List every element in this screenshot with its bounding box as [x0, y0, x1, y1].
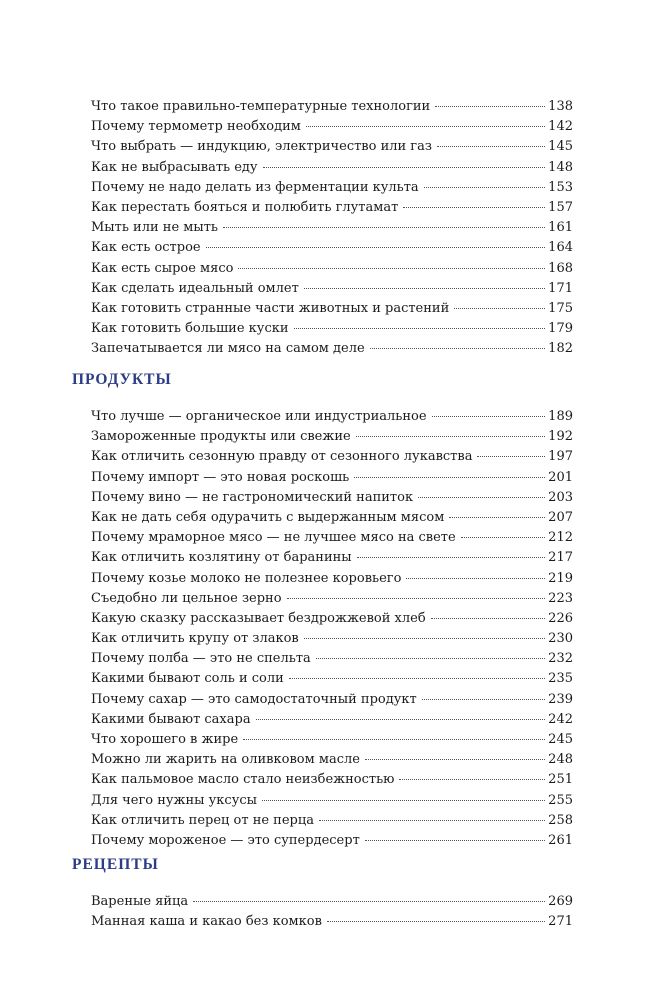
- dot-leader: [477, 456, 545, 457]
- toc-entry-page-number: 219: [548, 570, 573, 586]
- toc-entry-page-number: 230: [548, 631, 573, 647]
- toc-entry-page-number: 261: [548, 832, 573, 848]
- toc-entry[interactable]: [91, 299, 573, 319]
- toc-entry[interactable]: [91, 831, 573, 851]
- dot-leader: [424, 187, 545, 188]
- dot-leader: [418, 497, 545, 498]
- dot-leader: [193, 901, 545, 902]
- toc-section-recipes: [0, 853, 667, 932]
- toc-section-products: [0, 368, 667, 851]
- toc-entry-page-number: 203: [548, 489, 573, 505]
- toc-entry-title: Что лучше — органическое или индустриальное: [91, 409, 427, 424]
- toc-entry[interactable]: [91, 319, 573, 339]
- toc-entry-page-number: 258: [548, 812, 573, 828]
- toc-entry-page-number: 226: [548, 610, 573, 626]
- toc-entry-page-number: 212: [548, 530, 573, 546]
- toc-entry-page-number: 153: [548, 179, 573, 195]
- toc-entry[interactable]: [91, 218, 573, 238]
- toc-entry-title: Замороженные продукты или свежие: [91, 429, 351, 445]
- toc-entry-page-number: 223: [548, 590, 573, 606]
- toc-entry-page-number: 269: [548, 894, 573, 909]
- toc-entry-title: Что хорошего в жире: [91, 732, 239, 747]
- toc-entry-title: Какую сказку рассказывает бездрожжевой хлеб: [91, 610, 426, 626]
- toc-entry-page-number: 235: [548, 671, 573, 687]
- toc-entry[interactable]: [91, 137, 573, 157]
- section-heading: ПРОДУКТЫ: [72, 371, 172, 388]
- toc-entry-title: Съедобно ли цельное зерно: [91, 590, 282, 606]
- toc-entry-title: Как не дать себя одурачить с выдержанным мясом: [91, 509, 445, 525]
- toc-entry-page-number: 242: [548, 711, 573, 727]
- toc-entry-page-number: 217: [548, 550, 573, 566]
- toc-entry-title: Как готовить странные части животных и растений: [91, 300, 450, 316]
- dot-leader: [304, 288, 545, 289]
- toc-entry-page-number: 207: [548, 509, 573, 525]
- toc-entry-page-number: 192: [548, 429, 573, 445]
- toc-section-continued: [0, 97, 667, 359]
- toc-entry[interactable]: [91, 158, 573, 178]
- toc-entry-title: Какими бывают соль и соли: [91, 671, 284, 687]
- dot-leader: [319, 820, 545, 821]
- toc-entry[interactable]: [91, 649, 573, 669]
- toc-entry-page-number: 245: [548, 732, 573, 747]
- toc-entry[interactable]: [91, 198, 573, 218]
- toc-entry-page-number: 171: [548, 280, 573, 296]
- toc-entry-page-number: 175: [548, 300, 573, 316]
- toc-entry-title: Что выбрать — индукцию, электричество или газ: [91, 139, 432, 155]
- toc-entry-page-number: 142: [548, 119, 573, 135]
- toc-entry[interactable]: [91, 710, 573, 730]
- toc-entry-title: Как есть сырое мясо: [91, 260, 234, 276]
- toc-entry[interactable]: [91, 339, 573, 359]
- dot-leader: [357, 557, 546, 558]
- toc-entry[interactable]: [91, 447, 573, 467]
- dot-leader: [304, 638, 545, 639]
- toc-entry-page-number: 232: [548, 651, 573, 667]
- toc-entry-page-number: 271: [548, 914, 573, 930]
- toc-entry-title: Что такое правильно-температурные технологии: [91, 99, 431, 114]
- toc-entry[interactable]: [91, 548, 573, 568]
- toc-entry-list: [0, 407, 667, 851]
- toc-entry[interactable]: [91, 468, 573, 488]
- toc-entry-title: Как отличить козлятину от баранины: [91, 550, 352, 566]
- dot-leader: [263, 167, 546, 168]
- toc-entry-page-number: 157: [548, 199, 573, 215]
- toc-entry-page-number: 182: [548, 341, 573, 357]
- toc-entry[interactable]: [91, 488, 573, 508]
- dot-leader: [454, 308, 545, 309]
- toc-entry-title: Почему не надо делать из ферментации культа: [91, 179, 419, 195]
- dot-leader: [461, 537, 546, 538]
- toc-entry-list: [0, 892, 667, 932]
- toc-entry-page-number: 251: [548, 772, 573, 788]
- toc-entry-title: Почему козье молоко не полезнее коровьего: [91, 570, 402, 586]
- toc-entry[interactable]: [91, 238, 573, 258]
- toc-entry[interactable]: [91, 427, 573, 447]
- toc-entry[interactable]: [91, 407, 573, 427]
- dot-leader: [356, 436, 545, 437]
- toc-entry-title: Как отличить крупу от злаков: [91, 631, 299, 647]
- toc-entry[interactable]: [91, 589, 573, 609]
- toc-entry-page-number: 161: [548, 220, 573, 236]
- dot-leader: [289, 678, 545, 679]
- dot-leader: [316, 658, 545, 659]
- toc-entry[interactable]: [91, 508, 573, 528]
- toc-entry-title: Почему мраморное мясо — не лучшее мясо на свете: [91, 530, 456, 546]
- dot-leader: [403, 207, 545, 208]
- dot-leader: [354, 477, 545, 478]
- dot-leader: [432, 416, 546, 417]
- toc-entry-page-number: 201: [548, 469, 573, 485]
- toc-entry[interactable]: [91, 669, 573, 689]
- toc-entry-title: Как отличить перец от не перца: [91, 812, 314, 828]
- dot-leader: [238, 268, 545, 269]
- toc-entry-title: Как не выбрасывать еду: [91, 159, 258, 175]
- toc-entry-page-number: 248: [548, 752, 573, 768]
- toc-entry-page-number: 239: [548, 691, 573, 707]
- toc-entry[interactable]: [91, 912, 573, 932]
- toc-entry[interactable]: [91, 259, 573, 279]
- dot-leader: [294, 328, 546, 329]
- toc-entry-title: Вареные яйца: [91, 894, 189, 909]
- toc-entry-page-number: 197: [548, 449, 573, 465]
- toc-entry[interactable]: [91, 791, 573, 811]
- dot-leader: [431, 618, 546, 619]
- toc-entry[interactable]: [91, 730, 573, 750]
- dot-leader: [243, 739, 545, 740]
- toc-entry[interactable]: [91, 279, 573, 299]
- dot-leader: [449, 517, 545, 518]
- toc-entry[interactable]: [91, 528, 573, 548]
- toc-entry[interactable]: [91, 117, 573, 137]
- toc-entry-page-number: 145: [548, 139, 573, 155]
- toc-entry-page-number: 189: [548, 409, 573, 424]
- toc-entry-page-number: 179: [548, 321, 573, 337]
- toc-entry-title: Почему полба — это не спельта: [91, 651, 311, 667]
- toc-entry[interactable]: [91, 892, 573, 912]
- toc-entry-title: Почему импорт — это новая роскошь: [91, 469, 350, 485]
- toc-entry[interactable]: [91, 569, 573, 589]
- toc-entry-title: Почему термометр необходим: [91, 119, 301, 135]
- dot-leader: [370, 348, 545, 349]
- toc-entry-title: Как есть острое: [91, 240, 201, 256]
- dot-leader: [399, 779, 545, 780]
- toc-entry-title: Как пальмовое масло стало неизбежностью: [91, 772, 395, 788]
- toc-entry-page-number: 255: [548, 792, 573, 808]
- section-heading: РЕЦЕПТЫ: [72, 856, 159, 873]
- toc-entry-title: Можно ли жарить на оливковом масле: [91, 752, 360, 768]
- toc-entry[interactable]: [91, 750, 573, 770]
- dot-leader: [327, 921, 545, 922]
- toc-entry-title: Почему вино — не гастрономический напиток: [91, 489, 414, 505]
- toc-entry-page-number: 168: [548, 260, 573, 276]
- toc-entry-title: Какими бывают сахара: [91, 711, 251, 727]
- dot-leader: [206, 247, 546, 248]
- toc-entry-title: Как готовить большие куски: [91, 321, 289, 337]
- dot-leader: [406, 578, 545, 579]
- toc-entry-title: Манная каша и какао без комков: [91, 914, 322, 930]
- toc-entry-list: [0, 97, 667, 359]
- toc-entry-title: Как сделать идеальный омлет: [91, 280, 299, 296]
- toc-entry[interactable]: [91, 770, 573, 790]
- toc-entry-page-number: 148: [548, 159, 573, 175]
- toc-entry[interactable]: [91, 609, 573, 629]
- toc-entry-title: Почему мороженое — это супердесерт: [91, 832, 360, 848]
- toc-entry[interactable]: [91, 690, 573, 710]
- toc-entry[interactable]: [91, 97, 573, 117]
- dot-leader: [306, 126, 545, 127]
- toc-entry-page-number: 164: [548, 240, 573, 256]
- toc-entry-title: Как перестать бояться и полюбить глутамат: [91, 199, 399, 215]
- toc-entry-title: Мыть или не мыть: [91, 220, 218, 236]
- toc-entry-title: Как отличить сезонную правду от сезонного лукавства: [91, 449, 473, 465]
- dot-leader: [256, 719, 546, 720]
- toc-entry-title: Для чего нужны уксусы: [91, 792, 257, 808]
- dot-leader: [365, 759, 545, 760]
- dot-leader: [422, 699, 545, 700]
- dot-leader: [287, 598, 546, 599]
- toc-entry[interactable]: [91, 178, 573, 198]
- dot-leader: [223, 227, 545, 228]
- dot-leader: [437, 146, 545, 147]
- toc-entry[interactable]: [91, 811, 573, 831]
- toc-entry-title: Почему сахар — это самодостаточный продукт: [91, 691, 417, 707]
- toc-entry-title: Запечатывается ли мясо на самом деле: [91, 341, 365, 357]
- dot-leader: [435, 106, 545, 107]
- dot-leader: [262, 800, 545, 801]
- dot-leader: [365, 840, 545, 841]
- toc-entry-page-number: 138: [548, 99, 573, 114]
- toc-entry[interactable]: [91, 629, 573, 649]
